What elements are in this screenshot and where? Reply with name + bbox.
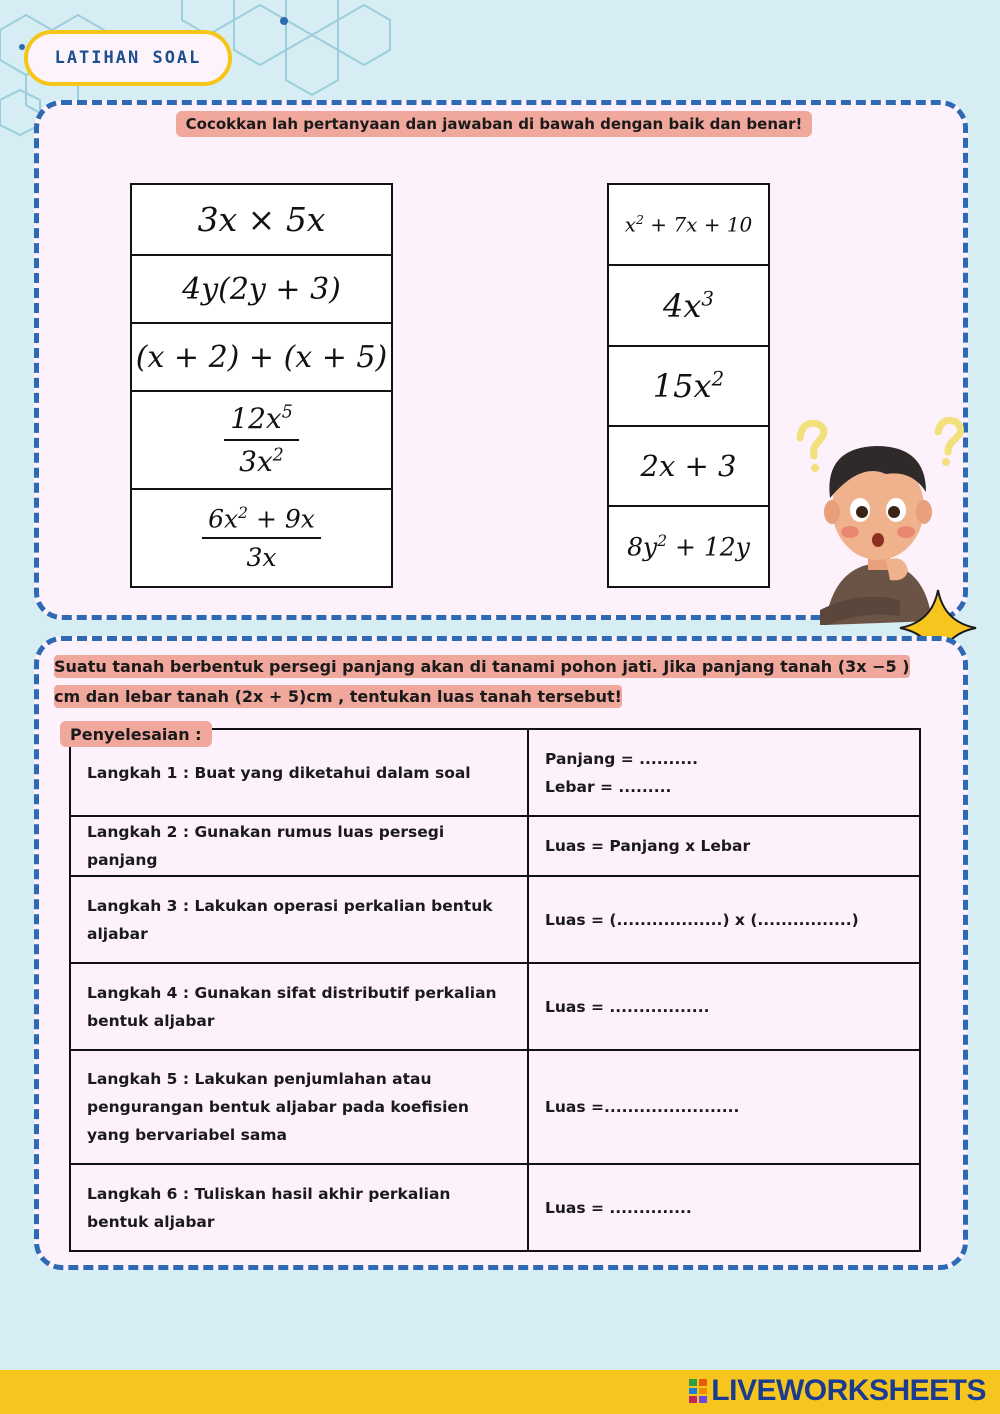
- step-answer[interactable]: [528, 876, 920, 963]
- solution-label: Penyelesaian :: [60, 721, 212, 747]
- step-answer[interactable]: [528, 816, 920, 876]
- step-description: Langkah 3 : Lakukan operasi perkalian bentuk aljabar: [70, 876, 528, 963]
- answer-column: [607, 183, 770, 588]
- step-answer-line: Luas = Panjang x Lebar: [545, 837, 751, 855]
- question-5[interactable]: $\frac{6x^2 + 9x}{3x}$: [131, 489, 392, 587]
- question-4[interactable]: $\frac{12x^5}{3x^2}$: [131, 391, 392, 489]
- step-row: [70, 876, 920, 963]
- step-row: [70, 1164, 920, 1251]
- answer-1[interactable]: $x^2 + 7x + 10$: [608, 184, 769, 265]
- footer-brand: LIVEWORKSHEETS: [711, 1374, 986, 1407]
- liveworksheets-logo[interactable]: [689, 1374, 986, 1408]
- step-description: Langkah 2 : Gunakan rumus luas persegi panjang: [70, 816, 528, 876]
- worksheet-title: LATIHAN SOAL: [24, 30, 232, 86]
- step-row: [70, 1050, 920, 1164]
- matching-instruction: Cocokkan lah pertanyaan dan jawaban di bawah dengan baik dan benar!: [176, 111, 812, 137]
- answer-2[interactable]: $4x^3$: [608, 265, 769, 346]
- step-answer[interactable]: [528, 1164, 920, 1251]
- step-answer[interactable]: [528, 729, 920, 816]
- answer-5[interactable]: $8y^2 + 12y$: [608, 506, 769, 587]
- step-answer-line[interactable]: Luas =.......................: [545, 1098, 740, 1116]
- step-answer-line[interactable]: Luas = (..................) x (................): [545, 910, 859, 929]
- step-description: Langkah 1 : Buat yang diketahui dalam soal: [70, 729, 528, 816]
- liveworksheets-logo-icon: [689, 1379, 707, 1403]
- step-row: [70, 816, 920, 876]
- question-column: [130, 183, 393, 588]
- step-answer-line[interactable]: Luas = .................: [545, 997, 710, 1016]
- step-description: Langkah 6 : Tuliskan hasil akhir perkalian bentuk aljabar: [70, 1164, 528, 1251]
- problem-line-2: cm dan lebar tanah (2x + 5)cm , tentukan luas tanah tersebut!: [54, 687, 622, 706]
- step-answer-line[interactable]: Lebar = .........: [545, 777, 672, 796]
- step-description: Langkah 4 : Gunakan sifat distributif perkalian bentuk aljabar: [70, 963, 528, 1050]
- step-answer[interactable]: [528, 1050, 920, 1164]
- solution-steps-table: [69, 728, 921, 1252]
- step-answer-line[interactable]: Panjang = ..........: [545, 749, 699, 768]
- step-description: Langkah 5 : Lakukan penjumlahan atau pengurangan bentuk aljabar pada koefisien yang bervariabel sama: [70, 1050, 528, 1164]
- step-answer-line[interactable]: Luas = ..............: [545, 1198, 692, 1217]
- question-1[interactable]: 3x × 5x: [131, 184, 392, 255]
- problem-statement: [44, 652, 954, 714]
- step-row: [70, 963, 920, 1050]
- question-2[interactable]: 4y(2y + 3): [131, 255, 392, 323]
- step-answer[interactable]: [528, 963, 920, 1050]
- question-3[interactable]: (x + 2) + (x + 5): [131, 323, 392, 391]
- answer-3[interactable]: $15x^2$: [608, 346, 769, 426]
- answer-4[interactable]: 2x + 3: [608, 426, 769, 506]
- problem-line-1: Suatu tanah berbentuk persegi panjang akan di tanami pohon jati. Jika panjang tanah (3x −5 ): [54, 657, 910, 676]
